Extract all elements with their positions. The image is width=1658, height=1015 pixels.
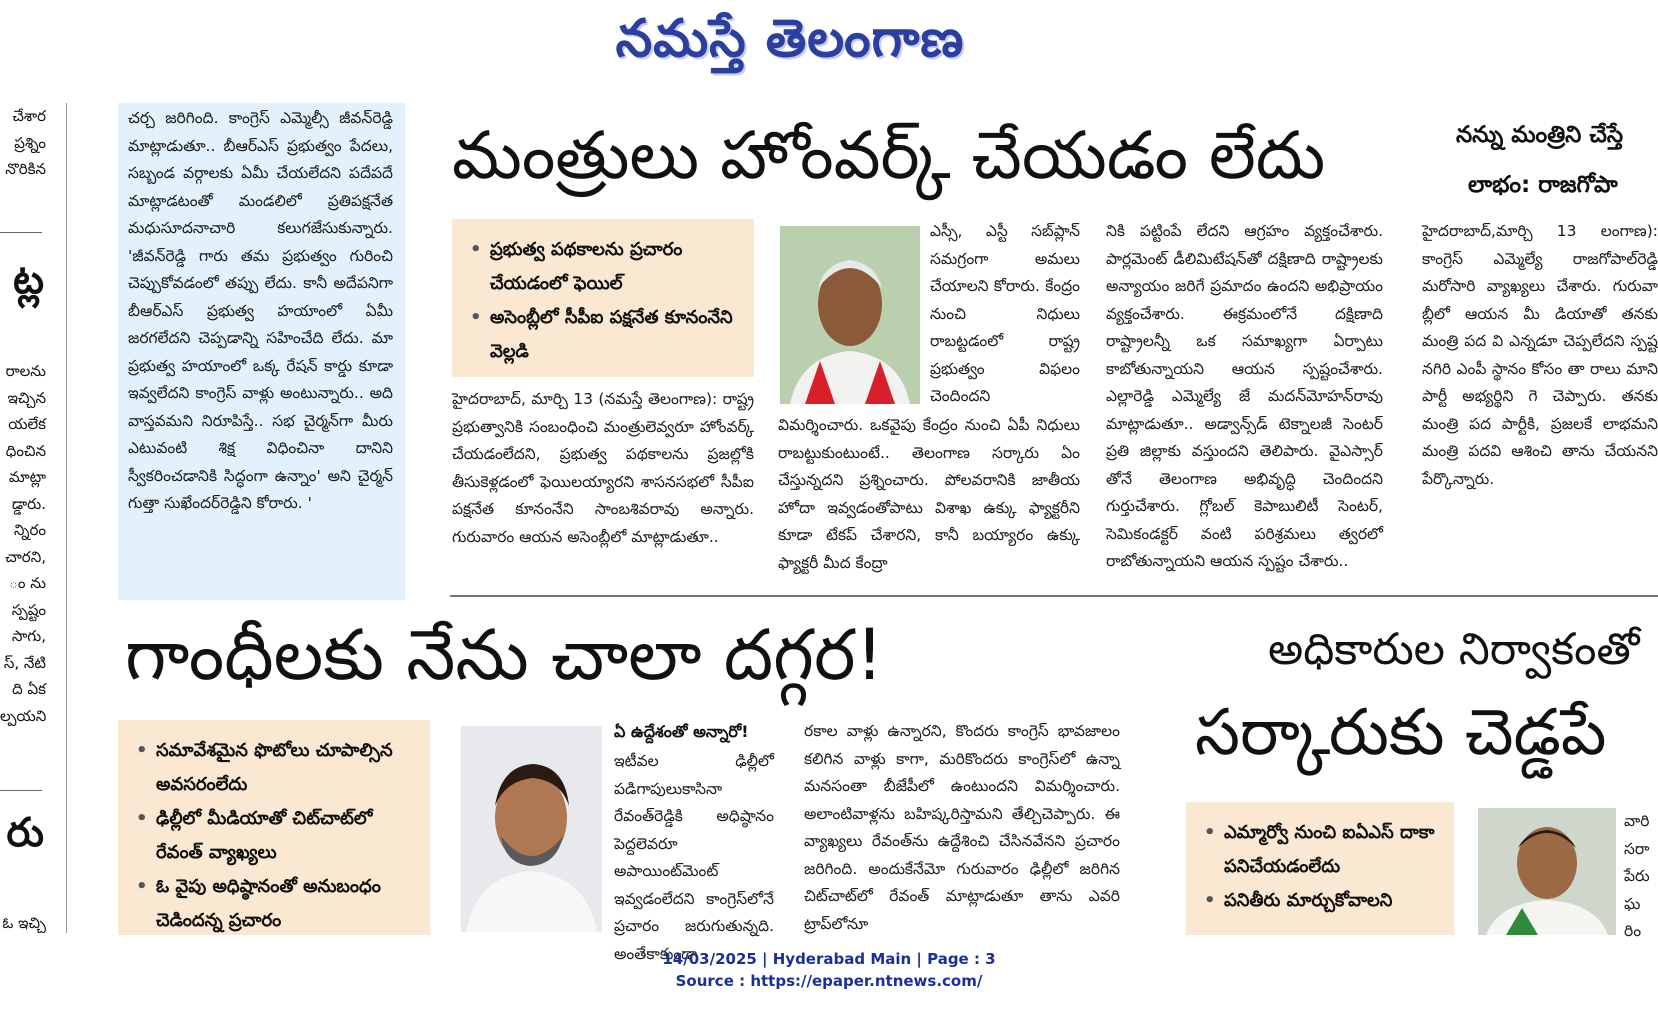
blue-box-text: చర్చ జరిగింది. కాంగ్రెస్ ఎమ్మెల్సీ జీవన్‌రెడ్డి మాట్లాడుతూ.. బీఆర్‌ఎస్ ప్రభుత్వం పేదలు, సబ్బండ వర్గాలకు ఏమీ చేయలేదని పదేపదే మాట్లాడటంతో మండలిలో ప్రతిపక్షనేత మధుసూదనాచారి కలుగజేసుకున్నారు. 'జీవన్‌రెడ్డి గారు తమ ప్రభుత్వం గురించి చెప్పుకోవడంలో తప్పు లేదు. కానీ అదేపనిగా బీఆర్‌ఎస్ ప్రభుత్వ హయాంలో ఏమీ జరగలేదని చెప్పడాన్ని సహించేది లేదు. మా ప్రభుత్వ హయాంలో ఒక్క రేషన్ కార్డు కూడా ఇవ్వలేదని కాంగ్రెస్ వాళ్లు అంటున్నారు.. అది వాస్తవమని నిరూపిస్తే.. సభ చైర్మన్‌గా మీరు ఎటువంటి శిక్ష విధించినా దానిని స్వీకరించడానికి సిద్ధంగా ఉన్నాం' అని చైర్మన్ గుత్తా సుఖేందర్‌రెడ్డిని కోరారు. ' (128, 109, 393, 512)
story3-highlights (1186, 802, 1454, 935)
story1-col3: నికి పట్టింపే లేదని ఆగ్రహం వ్యక్తంచేశారు. పార్లమెంట్ డీలిమిటేషన్‌తో దక్షిణాది రాష్ట్రాలకు అన్యాయం జరిగే ప్రమాదం ఉందని అభిప్రాయం వ్యక్తంచేశారు. ఈక్రమంలోనే దక్షిణాది రాష్ట్రాలన్నీ ఒక సమాఖ్యగా ఏర్పాటు కాబోతున్నాయని ఆయన స్పష్టంచేశారు. ఎల్లారెడ్డి ఎమ్మెల్యే జే మదన్‌మోహన్‌రావు మాట్లాడుతూ.. అడ్వాన్స్‌డ్ టెక్నాలజీ సెంటర్ ప్రతి జిల్లాకు వస్తుందని తెలిపారు. వైఎస్సార్ తోనే తెలంగాణ అభివృద్ధి చెందిందని గుర్తుచేశారు. గ్లోబల్ కెపాబులిటీ సెంటర్, సెమికండక్టర్ వంటి పరిశ్రమలు త్వరలో రాబోతున్నాయని ఆయన స్పష్టం చేశారు.. (1106, 222, 1383, 570)
story2-highlights (118, 720, 430, 935)
newspaper-masthead: నమస్తే తెలంగాణ (615, 9, 965, 69)
story-right-top-text: హైదరాబాద్,మార్చి 13 లంగాణ): కాంగ్రెస్ ఎమ్మెల్యే రాజగోపాల్‌రెడ్డి మరోసారి వ్యాఖ్యలు చేశారు. గురువా బ్లీలో ఆయన మీ డియాతో తనకు మంత్రి పద వి ఎన్నడూ చెప్పలేదని స్పష్ట నగిరి ఎంపీ స్థానం కోసం తా రాలు మాని పార్టీ అభ్యర్థిని గె చెప్పారు. తనకు మంత్రి పద పార్టీకి, ప్రజలకే లాభమని మంత్రి పదవి ఆశించి తాను చేయనని పేర్కొన్నారు. (1422, 222, 1658, 488)
column-rule (66, 103, 67, 933)
left-strip-heading-a: ట్ల (13, 257, 44, 303)
story2-highlight-item: • ఢిల్లీలో మీడియాతో చిట్‌చాట్‌లో రేవంత్ వ్యాఖ్యలు (134, 802, 420, 870)
photo-kunamneni (780, 226, 920, 404)
portrait-illustration-2 (461, 726, 602, 932)
story2-highlight-item: • ఓ వైపు అధిష్ఠానంతో అనుబంధం చెడిందన్న ప్రచారం (134, 870, 420, 938)
left-strip-fragment-b: రాలను ఇచ్చిన యలేక ధించిన మాట్లా డ్డారు. న్నిరం చారని, ం ను స్పష్టం సాగు, స్, నేటి ది ఏక ల్పయని (0, 362, 47, 725)
left-strip-divider (0, 232, 42, 233)
story1-highlight-item: • అసెంబ్లీలో సీపీఐ పక్షనేత కూనంనేని వెల్లడి (468, 301, 744, 369)
left-strip-divider-2 (0, 790, 42, 791)
portrait-illustration-3 (1478, 808, 1616, 935)
blue-box-article (118, 103, 405, 600)
story1-highlights (452, 219, 754, 377)
footer (0, 948, 1658, 992)
story3-head1: అధికారుల నిర్వాకంతో (1268, 624, 1640, 675)
story1-highlight-item: • ప్రభుత్వ పథకాలను ప్రచారం చేయడంలో ఫెయిల్ (468, 233, 744, 301)
footer-source-link[interactable]: Source : https://epaper.ntnews.com/ (675, 972, 983, 990)
story2-highlight-item: • సమావేశమైన ఫొటోలు చూపాల్సిన అవసరంలేదు (134, 734, 420, 802)
story1-col1: హైదరాబాద్, మార్చి 13 (నమస్తే తెలంగాణ): రాష్ట్ర ప్రభుత్వానికి సంబంధించి మంత్రులెవ్వరూ హోంవర్క్ చేయడంలేదని, ప్రభుత్వ పథకాలను ప్రజల్లోకి తీసుకెళ్లడంలో ఫెయిలయ్యారని శాసనసభలో సీపీఐ పక్షనేత కూనంనేని సాంబశివరావు అన్నారు. గురువారం ఆయన అసెంబ్లీలో మాట్లాడుతూ.. (452, 390, 754, 546)
left-strip-fragment-a: చేశార ప్రశ్నిం నొరికిన (5, 107, 46, 178)
story3-highlight-item: • ఎమ్మార్వో నుంచి ఐఏఎస్ దాకా పనిచేయడంలేదు (1202, 816, 1444, 884)
left-strip-heading-b: రు (6, 810, 44, 856)
story3-col-fragment: వారి సరా పేరు ఘ రిం (1624, 812, 1650, 940)
portrait-illustration (780, 226, 920, 404)
story1-col2-bottom: విమర్శించారు. ఒకవైపు కేంద్రం నుంచి ఏపీ నిధులు రాబట్టుకుంటుంటే.. తెలంగాణ సర్కారు ఏం చేస్తున్నదని ప్రశ్నించారు. పోలవరానికి జాతీయ హోదా ఇవ్వడంతోపాటు విశాఖ ఉక్కు ఫ్యాక్టరీని కూడా టేకప్ చేశారని, కానీ బయ్యారం ఉక్కు ఫ్యాక్టరీ మీద కేంద్రా (778, 416, 1080, 572)
story-right-top-head2: లాభం: రాజగోపా (1468, 172, 1618, 198)
story3-highlight-item: • పనితీరు మార్చుకోవాలని (1202, 884, 1444, 918)
story2-col1: ఇటీవల ఢిల్లీలో పడిగాపులుకాసినా రేవంత్‌రెడ్డికి అధిష్ఠానం పెద్దలెవరూ అపాయింట్‌మెంట్ ఇవ్వడంలేదని కాంగ్రెస్‌లోనే ప్రచారం జరుగుతున్నది. అంతేకాకుండా (614, 752, 774, 963)
story1-headline: మంత్రులు హోంవర్క్ చేయడం లేదు (452, 117, 1326, 194)
horizontal-rule (450, 595, 1658, 597)
story3-head2: సర్కారుకు చెడ్డపే (1195, 696, 1607, 770)
story-right-top-head1: నన్ను మంత్రిని చేస్తే (1456, 122, 1623, 148)
story2-col2: రకాల వాళ్లు ఉన్నారని, కొందరు కాంగ్రెస్ భావజాలం కలిగిన వాళ్లు కాగా, మరికొందరు కాంగ్రెస్‌లో ఉన్నా మనసంతా బీజేపీలో ఉంటుందని విమర్శించారు. అలాంటివాళ్లను బహిష్కరిస్తామని తేల్చిచెప్పారు. ఈ వ్యాఖ్యలు రేవంత్‌ను ఉద్దేశించి చేసినవేనని ప్రచారం జరిగింది. అందుకేనేమో గురువారం ఢిల్లీలో జరిగిన చిట్‌చాట్‌లో రేవంత్ మాట్లాడుతూ తాను ఎవరి ట్రాప్‌లోనూ (804, 722, 1120, 933)
story2-subhead: ఏ ఉద్దేశంతో అన్నారో! (614, 722, 749, 741)
left-strip-fragment-c: ఓ ఇచ్చి (2, 914, 46, 932)
photo-revanth (461, 726, 602, 932)
story1-col2-top: ఎస్సీ, ఎస్టీ సబ్‌ప్లాన్ సమగ్రంగా అమలు చేయాలని కోరారు. కేంద్రం నుంచి నిధులు రాబట్టడంలో రాష్ట్ర ప్రభుత్వం విఫలం చెందిందని (930, 222, 1080, 405)
story2-headline: గాంధీలకు నేను చాలా దగ్గర! (125, 614, 884, 696)
photo-official (1478, 808, 1616, 935)
footer-date-edition: 14/03/2025 | Hyderabad Main | Page : 3 (662, 950, 996, 968)
